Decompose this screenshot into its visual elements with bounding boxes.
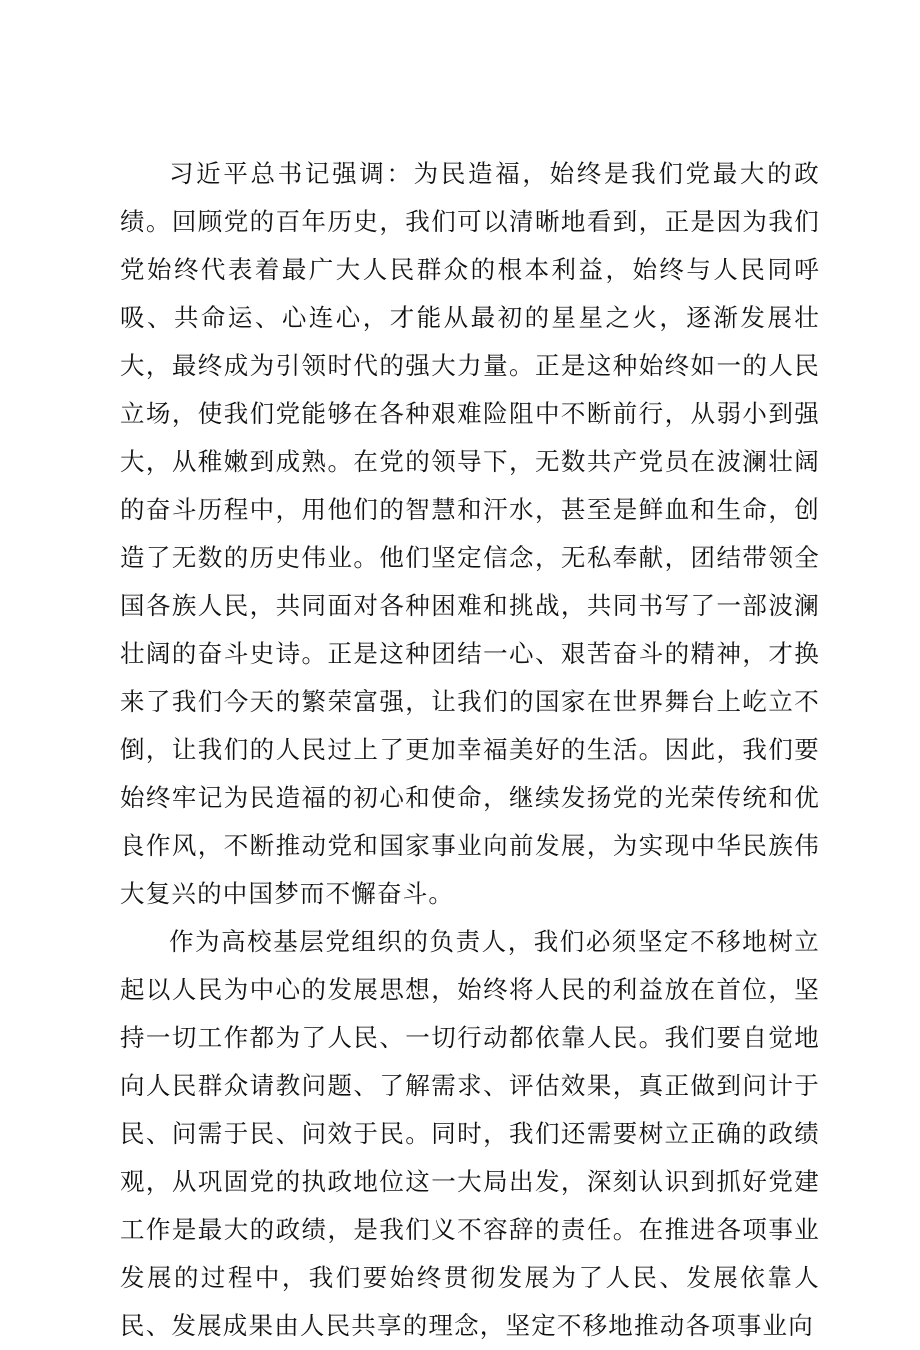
paragraph-2: 作为高校基层党组织的负责人，我们必须坚定不移地树立起以人民为中心的发展思想，始终将人民的利益放在首位，坚持一切工作都为了人民、一切行动都依靠人民。我们要自觉地向人民群众请教问题、了解需求、评估效果，真正做到问计于民、问需于民、问效于民。同时，我们还需要树立正确的政绩观，从巩固党的执政地位这一大局出发，深刻认识到抓好党建工作是最大的政绩，是我们义不容辞的责任。在推进各项事业发展的过程中，我们要始终贯彻发展为了人民、发展依靠人民、发展成果由人民共享的理念，坚定不移地推动各项事业向 xyxy=(120,927,820,1340)
document-body xyxy=(120,150,820,1350)
paragraph-1: 习近平总书记强调：为民造福，始终是我们党最大的政绩。回顾党的百年历史，我们可以清晰地看到，正是因为我们党始终代表着最广大人民群众的根本利益，始终与人民同呼吸、共命运、心连心，才能从最初的星星之火，逐渐发展壮大，最终成为引领时代的强大力量。正是这种始终如一的人民立场，使我们党能够在各种艰难险阻中不断前行，从弱小到强大，从稚嫩到成熟。在党的领导下，无数共产党员在波澜壮阔的奋斗历程中，用他们的智慧和汗水，甚至是鲜血和生命，创造了无数的历史伟业。他们坚定信念，无私奉献，团结带领全国各族人民，共同面对各种困难和挑战，共同书写了一部波澜壮阔的奋斗史诗。正是这种团结一心、艰苦奋斗的精神，才换来了我们今天的繁荣富强，让我们的国家在世界舞台上屹立不倒，让我们的人民过上了更加幸福美好的生活。因此，我们要始终牢记为民造福的初心和使命，继续发扬党的光荣传统和优良作风，不断推动党和国家事业向前发展，为实现中华民族伟大复兴的中国梦而不懈奋斗。 xyxy=(120,159,820,908)
